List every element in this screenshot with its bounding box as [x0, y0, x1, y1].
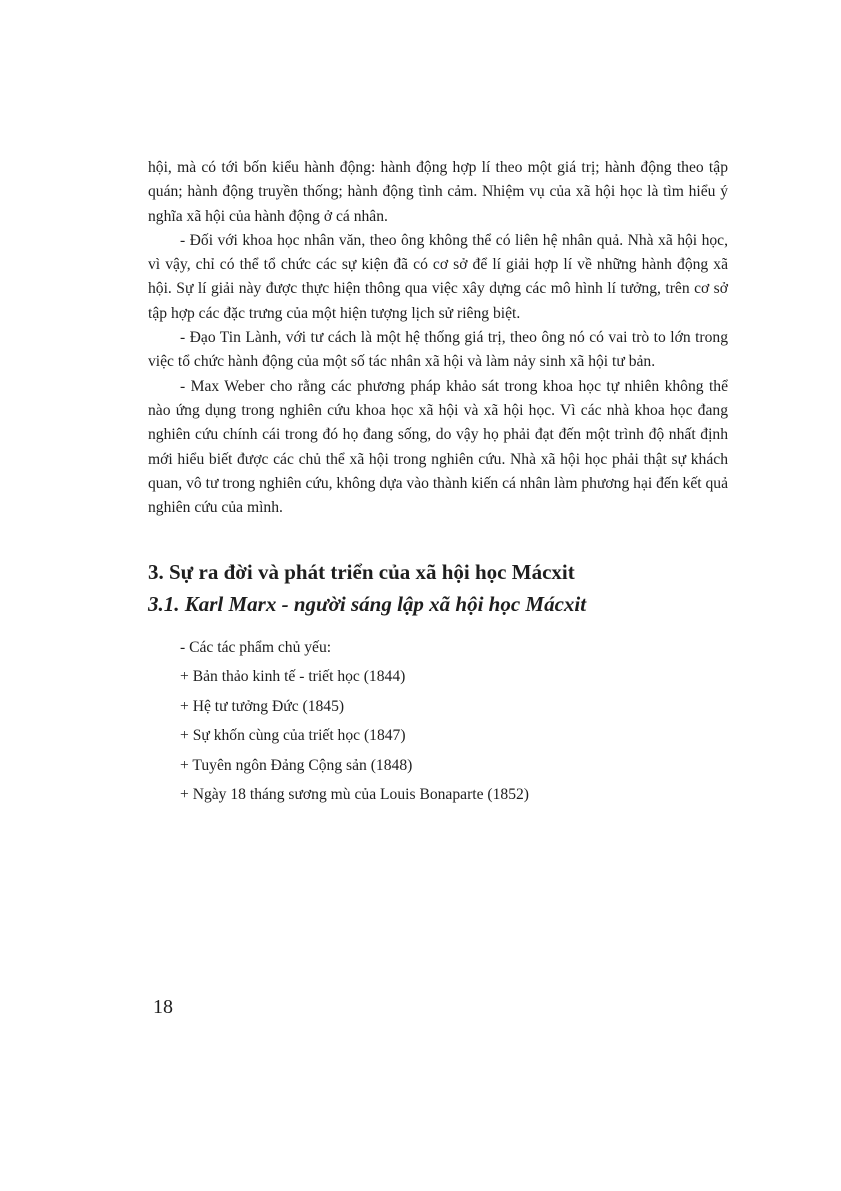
paragraph-protestantism: - Đạo Tin Lành, với tư cách là một hệ thống giá trị, theo ông nó có vai trò to lớn trong việc tổ chức hành động của một số tác nhân xã hội và làm nảy sinh xã hội tư bản. [148, 329, 728, 371]
list-item: + Sự khốn cùng của triết học (1847) [180, 727, 406, 745]
paragraph-continuation: hội, mà có tới bốn kiểu hành động: hành động hợp lí theo một giá trị; hành động theo tập quán; hành động truyền thống; hành động tình cảm. Nhiệm vụ của xã hội học là tìm hiểu ý nghĩa xã hội của hành động ở cá nhân. [148, 159, 728, 225]
works-list [148, 662, 728, 810]
paragraph-humanities: - Đối với khoa học nhân văn, theo ông không thể có liên hệ nhân quả. Nhà xã hội học, vì vậy, chỉ có thể tổ chức các sự kiện đã có cơ sở để lí giải hợp lí về những hành động xã hội. Sự lí giải này được thực hiện thông qua việc xây dựng các mô hình lí tưởng, trên cơ sở tập hợp các đặc trưng của một hiện tượng lịch sử riêng biệt. [148, 231, 728, 322]
subsection-heading: 3.1. Karl Marx - người sáng lập xã hội học Mácxit [148, 592, 587, 617]
list-item: + Bản thảo kinh tế - triết học (1844) [180, 668, 406, 686]
page-body [148, 156, 728, 810]
list-item: + Hệ tư tưởng Đức (1845) [180, 697, 345, 715]
works-intro: - Các tác phẩm chủ yếu: [180, 639, 332, 657]
list-item: + Tuyên ngôn Đảng Cộng sản (1848) [180, 756, 413, 774]
list-item: + Ngày 18 tháng sương mù của Louis Bonaparte (1852) [180, 786, 529, 804]
paragraph-methods: - Max Weber cho rằng các phương pháp khảo sát trong khoa học tự nhiên không thể nào ứng dụng trong nghiên cứu khoa học xã hội và xã hội học. Vì các nhà khoa học đang nghiên cứu chính cái trong đó họ đang sống, do vậy họ phải đạt đến một trình độ nhất định mới hiểu biết được các chủ thể xã hội trong nghiên cứu. Nhà xã hội học phải thật sự khách quan, vô tư trong nghiên cứu, không dựa vào thành kiến cá nhân làm phương hại đến kết quả nghiên cứu của mình. [148, 377, 728, 517]
section-heading: 3. Sự ra đời và phát triển của xã hội học Mácxit [148, 560, 575, 585]
page-number: 18 [153, 996, 173, 1018]
